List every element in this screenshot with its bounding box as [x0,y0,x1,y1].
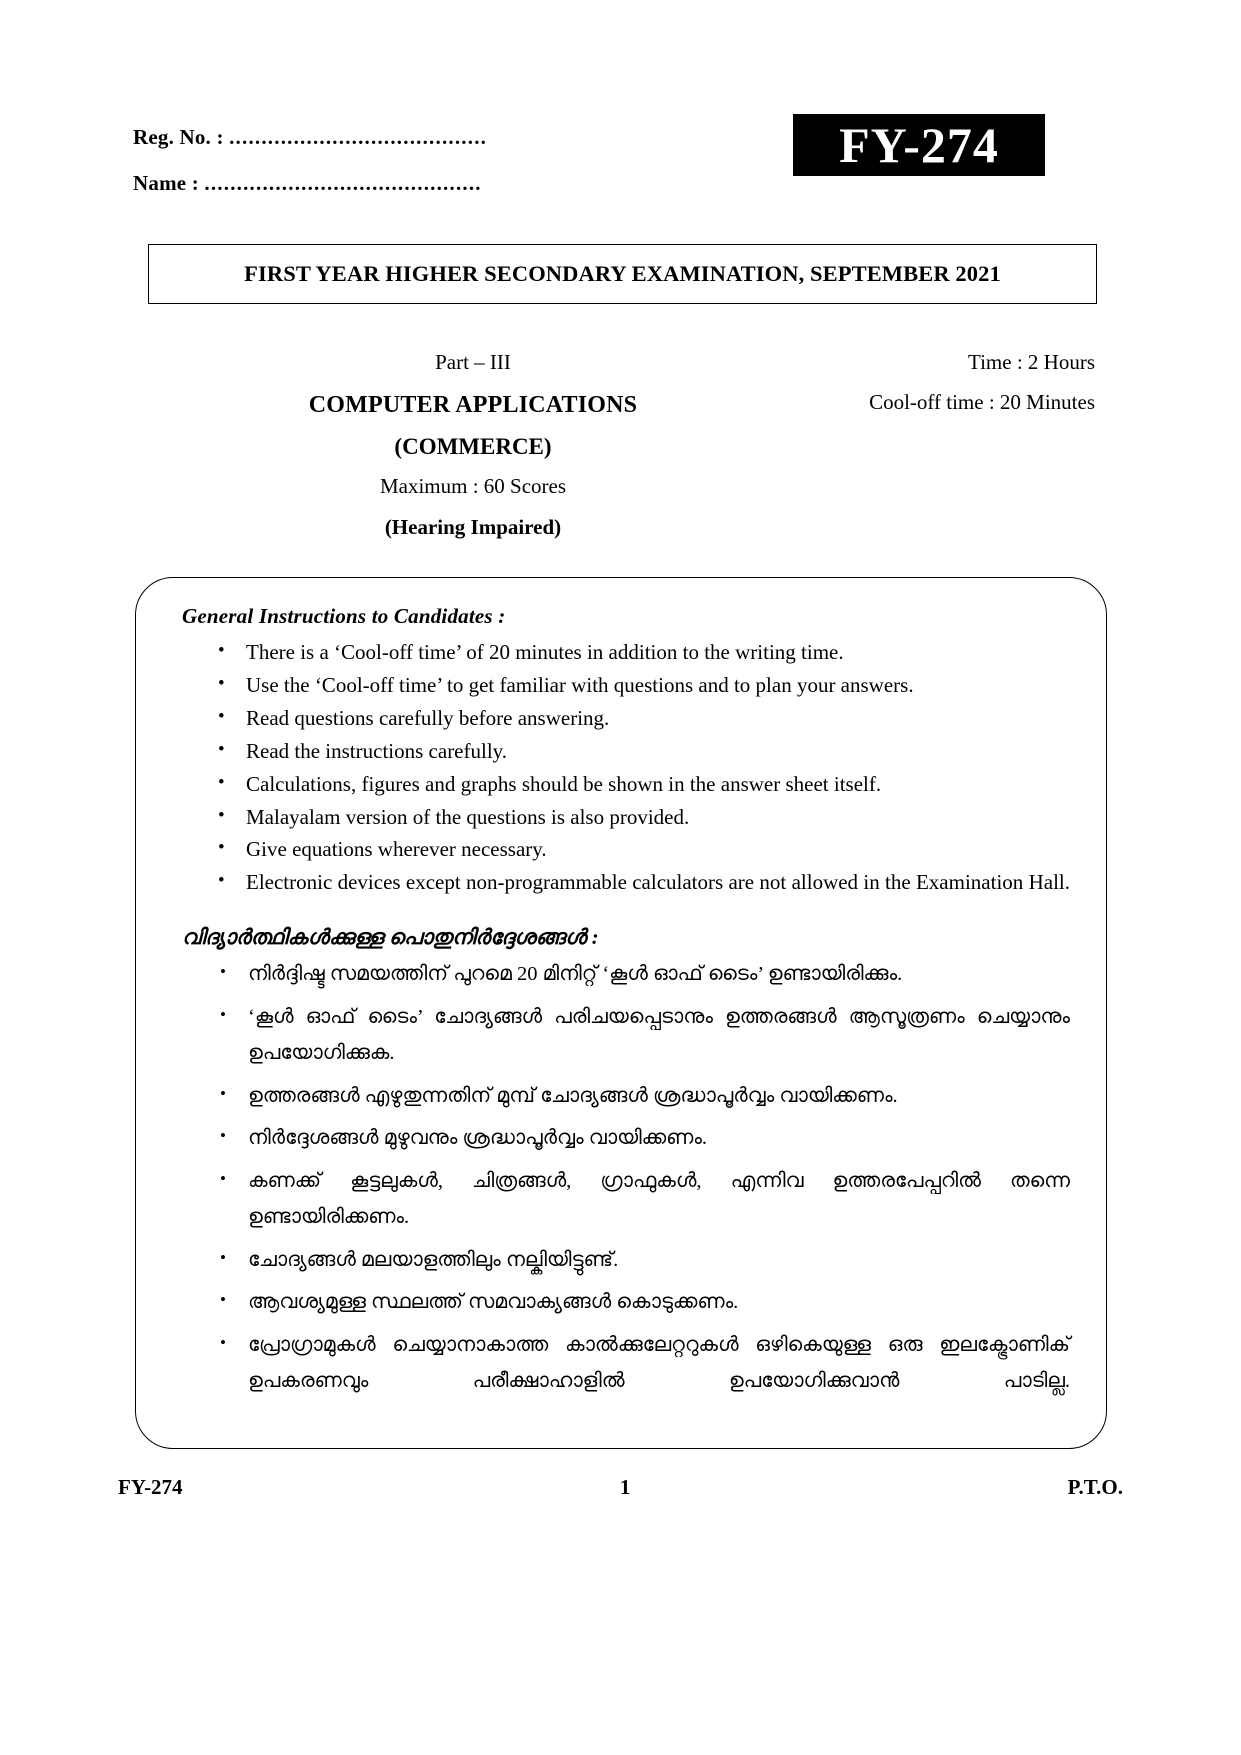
paper-meta-center [148,352,798,538]
list-item: • Malayalam version of the questions is also provided. [164,802,1076,834]
list-item: • ചോദ്യങ്ങൾ മലയാളത്തിലും നല്കിയിട്ടുണ്ട്. [164,1242,1076,1278]
reg-no-blank: ........................................ [229,125,488,149]
list-item: • നിർദ്ദേശങ്ങൾ മുഴുവനും ശ്രദ്ധാപൂർവ്വം വായിക്കണം. [164,1120,1076,1156]
malayalam-instructions-heading: വിദ്യാർത്ഥികൾക്കുള്ള പൊതുനിർദ്ദേശങ്ങൾ : [182,925,599,950]
cool-off-time: Cool-off time : 20 Minutes [869,390,1095,414]
name-blank: ........................................... [204,171,482,196]
list-item: • Give equations wherever necessary. [164,834,1076,866]
english-instructions-list [164,637,1076,899]
name-field [133,172,653,194]
list-item: • ഉത്തരങ്ങൾ എഴുതുന്നതിന് മുമ്പ് ചോദ്യങ്ങൾ ശ്രദ്ധാപൂർവ്വം വായിക്കണം. [164,1078,1076,1114]
candidate-category: (Hearing Impaired) [384,515,562,539]
list-item: • പ്രോഗ്രാമുകൾ ചെയ്യാനാകാത്ത കാൽക്കുലേറ്ററുകൾ ഒഴികെയുള്ള ഒരു ഇലക്ട്രോണിക് ഉപകരണവും പരീക്ഷാഹാളിൽ ഉപയോഗിക്കുവാൻ പാടില്ല. [164,1327,1076,1400]
reg-no-label: Reg. No. : [133,125,224,149]
malayalam-instructions-list [164,956,1076,1399]
list-item: • ആവശ്യമുള്ള സ്ഥലത്ത് സമവാക്യങ്ങൾ കൊടുക്കണം. [164,1284,1076,1320]
footer-paper-code: FY-274 [118,1475,183,1499]
paper-meta [0,352,1241,552]
list-item: • Calculations, figures and graphs should be shown in the answer sheet itself. [164,769,1076,801]
stream-label: (COMMERCE) [394,434,552,459]
list-item: • നിർദ്ദിഷ്ട സമയത്തിന് പുറമെ 20 മിനിറ്റ് ‘കൂൾ ഓഫ് ടൈം’ ഉണ്ടായിരിക്കും. [164,956,1076,992]
reg-no-field [133,126,653,148]
subject-title: COMPUTER APPLICATIONS [308,392,638,418]
maximum-scores: Maximum : 60 Scores [379,474,567,498]
english-instructions-heading: General Instructions to Candidates : [182,604,506,628]
footer-pto: P.T.O. [1067,1475,1123,1499]
name-label: Name : [133,171,199,196]
exam-title-box [148,244,1097,304]
exam-duration: Time : 2 Hours [968,350,1095,374]
list-item: • കണക്ക് കൂട്ടലുകൾ, ചിത്രങ്ങൾ, ഗ്രാഫുകൾ, എന്നിവ ഉത്തരപേപ്പറിൽ തന്നെ ഉണ്ടായിരിക്കണം. [164,1163,1076,1236]
paper-meta-right [800,352,1095,413]
exam-title: FIRST YEAR HIGHER SECONDARY EXAMINATION, SEPTEMBER 2021 [244,261,1001,286]
list-item: • Electronic devices except non-programmable calculators are not allowed in the Examination Hall. [164,867,1076,899]
part-label: Part – III [435,350,511,374]
candidate-fields [133,126,653,218]
list-item: • ‘കൂൾ ഓഫ് ടൈം’ ചോദ്യങ്ങൾ പരിചയപ്പെടാനും ഉത്തരങ്ങൾ ആസൂത്രണം ചെയ്യാനും ഉപയോഗിക്കുക. [164,999,1076,1072]
footer-page-number: 1 [619,1475,631,1499]
list-item: • Use the ‘Cool-off time’ to get familiar with questions and to plan your answers. [164,670,1076,702]
list-item: • There is a ‘Cool-off time’ of 20 minutes in addition to the writing time. [164,637,1076,669]
list-item: • Read questions carefully before answering. [164,703,1076,735]
paper-code-badge: FY-274 [793,114,1045,176]
page-footer [118,1475,1123,1500]
list-item: • Read the instructions carefully. [164,736,1076,768]
identification-block [0,0,1241,230]
general-instructions-box [135,577,1107,1449]
